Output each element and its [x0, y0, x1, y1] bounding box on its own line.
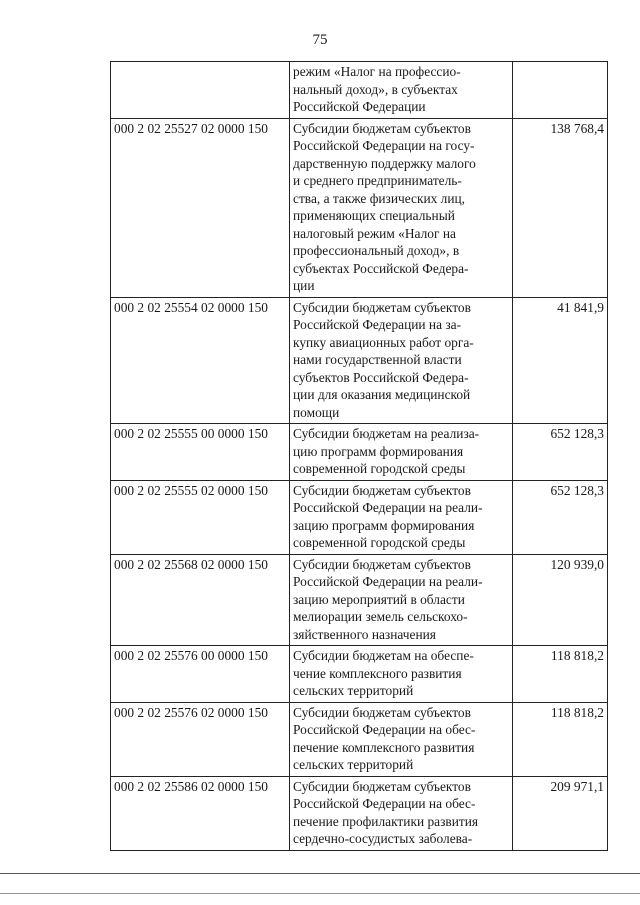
budget-code-cell: 000 2 02 25555 00 0000 150 — [111, 424, 290, 481]
table-row — [111, 646, 608, 703]
table-row — [111, 480, 608, 554]
table-row — [111, 702, 608, 776]
budget-code-cell: 000 2 02 25586 02 0000 150 — [111, 776, 290, 850]
budget-code-cell — [111, 62, 290, 119]
description-cell: Субсидии бюджетам на обеспе- чение комплексного развития сельских территорий — [290, 646, 513, 703]
amount-cell: 652 128,3 — [513, 480, 608, 554]
budget-code-cell: 000 2 02 25576 02 0000 150 — [111, 702, 290, 776]
description-cell: Субсидии бюджетам субъектов Российской Федерации на обес- печение профилактики развития сердечно-сосудистых заболева- — [290, 776, 513, 850]
page-number: 75 — [312, 32, 328, 48]
budget-code-cell: 000 2 02 25576 00 0000 150 — [111, 646, 290, 703]
description-cell: Субсидии бюджетам субъектов Российской Федерации на обес- печение комплексного развития сельских территорий — [290, 702, 513, 776]
table-row — [111, 776, 608, 850]
description-cell: Субсидии бюджетам субъектов Российской Федерации на реали- зацию программ формирования современной городской среды — [290, 480, 513, 554]
description-cell: Субсидии бюджетам субъектов Российской Федерации на госу- дарственную поддержку малого и среднего предприниматель- ства, а также физических лиц, применяющих специальный налоговый режим «Налог на профессиональный доход», в субъектах Российской Федера- ции — [290, 118, 513, 297]
table-row — [111, 424, 608, 481]
table-row — [111, 554, 608, 646]
amount-cell: 41 841,9 — [513, 297, 608, 424]
description-cell: Субсидии бюджетам на реализа- цию программ формирования современной городской среды — [290, 424, 513, 481]
amount-cell: 209 971,1 — [513, 776, 608, 850]
description-cell: режим «Налог на профессио- нальный доход», в субъектах Российской Федерации — [290, 62, 513, 119]
scan-edge-rule — [0, 873, 640, 874]
amount-cell: 138 768,4 — [513, 118, 608, 297]
amount-cell: 118 818,2 — [513, 646, 608, 703]
budget-table — [110, 61, 608, 851]
amount-cell: 120 939,0 — [513, 554, 608, 646]
table-row — [111, 62, 608, 119]
budget-code-cell: 000 2 02 25554 02 0000 150 — [111, 297, 290, 424]
table-row — [111, 297, 608, 424]
description-cell: Субсидии бюджетам субъектов Российской Федерации на за- купку авиационных работ орга- нами государственной власти субъектов Российской Федера- ции для оказания медицинской помощи — [290, 297, 513, 424]
amount-cell: 652 128,3 — [513, 424, 608, 481]
budget-code-cell: 000 2 02 25555 02 0000 150 — [111, 480, 290, 554]
budget-code-cell: 000 2 02 25527 02 0000 150 — [111, 118, 290, 297]
amount-cell — [513, 62, 608, 119]
amount-cell: 118 818,2 — [513, 702, 608, 776]
scan-edge-rule — [0, 893, 640, 894]
description-cell: Субсидии бюджетам субъектов Российской Федерации на реали- зацию мероприятий в области мелиорации земель сельскохо- зяйственного назначения — [290, 554, 513, 646]
table-row — [111, 118, 608, 297]
budget-code-cell: 000 2 02 25568 02 0000 150 — [111, 554, 290, 646]
